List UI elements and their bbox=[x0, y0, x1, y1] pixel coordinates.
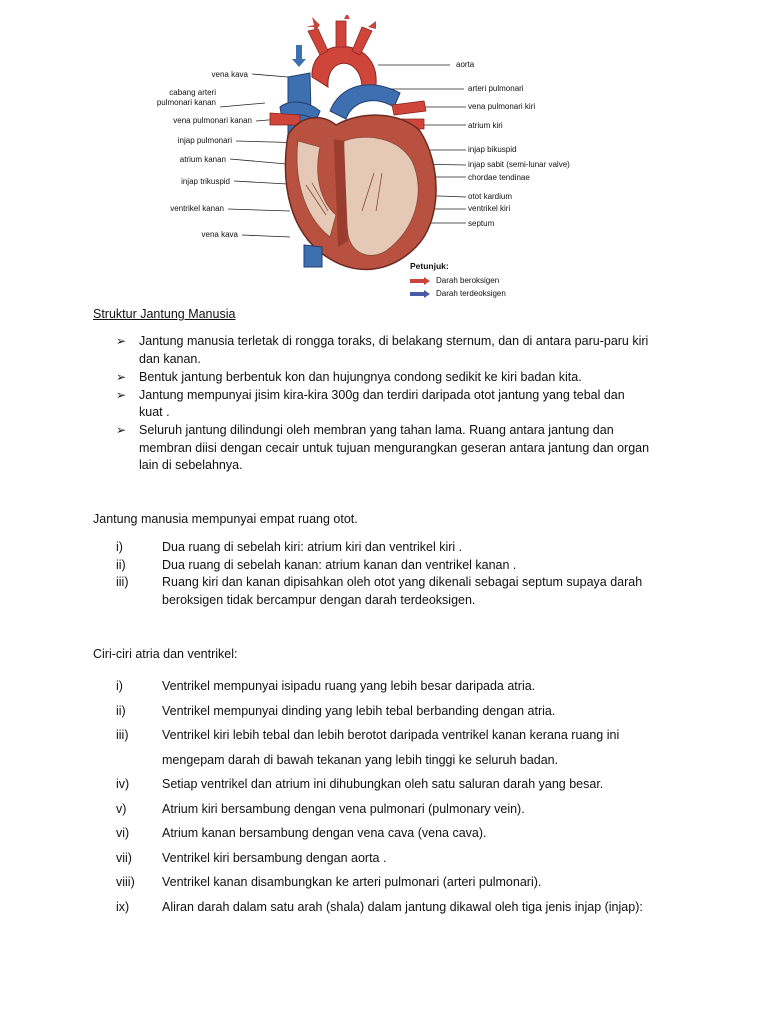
arrow-bullet-icon: ➢ bbox=[116, 369, 127, 384]
bullet-list bbox=[116, 333, 676, 475]
list-item: iii) Ventrikel kiri lebih tebal dan lebih berotot daripada ventrikel kanan kerana ruang ini mengepam darah di bawah tekanan yang lebih tinggi ke seluruh badan. bbox=[116, 728, 620, 767]
label-injap-trikuspid: injap trikuspid bbox=[181, 177, 230, 186]
label-injap-pulmonari: injap pulmonari bbox=[177, 136, 232, 145]
list-item: i) Ventrikel mempunyai isipadu ruang yang lebih besar daripada atria. bbox=[116, 679, 536, 693]
red-arrow-icon bbox=[410, 279, 426, 283]
numbered-list-ciri bbox=[116, 674, 676, 919]
list-item: ➢ Jantung manusia terletak di rongga toraks, di belakang sternum, dan di antara paru-paru kiri dan kanan. bbox=[116, 334, 649, 366]
label-pulmonari-kanan: pulmonari kanan bbox=[156, 98, 216, 107]
legend-item-oxygenated bbox=[410, 276, 499, 285]
section-title-struktur: Struktur Jantung Manusia bbox=[93, 307, 236, 321]
list-item: ii) Ventrikel mempunyai dinding yang lebih tebal berbanding dengan atria. bbox=[116, 703, 556, 718]
heart-diagram bbox=[130, 15, 570, 307]
label-cabang-arteri: cabang arteri bbox=[169, 88, 216, 97]
list-item: iii) Ruang kiri dan kanan dipisahkan oleh otot yang dikenali sebagai septum supaya darah beroksigen tidak bercampur dengan darah terdeoksigen. bbox=[116, 575, 643, 607]
list-item: i) Dua ruang di sebelah kiri: atrium kiri dan ventrikel kiri . bbox=[116, 540, 463, 554]
list-item: ➢ Jantung mempunyai jisim kira-kira 300g dan terdiri daripada otot jantung yang tebal dan kuat . bbox=[116, 387, 625, 419]
label-vena-pulmonari-kanan: vena pulmonari kanan bbox=[173, 116, 252, 125]
legend-label: Darah beroksigen bbox=[436, 276, 500, 285]
label-otot-kardium: otot kardium bbox=[468, 192, 513, 201]
section-title-ruang: Jantung manusia mempunyai empat ruang otot. bbox=[93, 512, 358, 526]
label-vena-kava-bottom: vena kava bbox=[201, 230, 238, 239]
label-chordae-tendinae: chordae tendinae bbox=[468, 173, 530, 182]
label-vena-kava-top: vena kava bbox=[211, 70, 248, 79]
legend-title: Petunjuk: bbox=[410, 261, 449, 271]
legend-item-deoxygenated bbox=[410, 289, 506, 298]
list-item: vi) Atrium kanan bersambung dengan vena cava (vena cava). bbox=[116, 826, 487, 840]
list-item: ➢ Bentuk jantung berbentuk kon dan hujungnya condong sedikit ke kiri badan kita. bbox=[116, 369, 676, 387]
label-injap-sabit: injap sabit (semi-lunar valve) bbox=[468, 160, 570, 169]
list-item: iv) Setiap ventrikel dan atrium ini dihubungkan oleh satu saluran darah yang besar. bbox=[116, 777, 604, 791]
label-ventrikel-kiri: ventrikel kiri bbox=[468, 204, 511, 213]
label-vena-pulmonari-kiri: vena pulmonari kiri bbox=[468, 102, 536, 111]
list-item: viii) Ventrikel kanan disambungkan ke arteri pulmonari (arteri pulmonari). bbox=[116, 875, 542, 889]
arrow-bullet-icon: ➢ bbox=[116, 423, 127, 437]
label-atrium-kanan: atrium kanan bbox=[179, 155, 226, 164]
section-title-ciri: Ciri-ciri atria dan ventrikel: bbox=[93, 647, 238, 661]
label-aorta: aorta bbox=[456, 60, 475, 69]
label-injap-bikuspid: injap bikuspid bbox=[468, 145, 517, 154]
arrow-bullet-icon: ➢ bbox=[116, 387, 127, 402]
label-atrium-kiri: atrium kiri bbox=[468, 121, 503, 130]
list-item: v) Atrium kiri bersambung dengan vena pulmonari (pulmonary vein). bbox=[116, 801, 525, 816]
list-item: vii) Ventrikel kiri bersambung dengan aorta . bbox=[116, 850, 387, 865]
label-arteri-pulmonari: arteri pulmonari bbox=[468, 84, 524, 93]
list-item: ➢ Seluruh jantung dilindungi oleh membran yang tahan lama. Ruang antara jantung dan membran diisi dengan cecair untuk tujuan mengurangkan geseran antara jantung dan organ lain di sebelahnya. bbox=[116, 423, 650, 472]
arrow-bullet-icon: ➢ bbox=[116, 334, 127, 348]
numbered-list-ruang bbox=[116, 539, 676, 609]
blue-arrow-icon bbox=[410, 292, 426, 296]
label-septum: septum bbox=[468, 219, 495, 228]
list-item: ii) Dua ruang di sebelah kanan: atrium kanan dan ventrikel kanan . bbox=[116, 557, 517, 572]
label-ventrikel-kanan: ventrikel kanan bbox=[170, 204, 224, 213]
list-item: ix) Aliran darah dalam satu arah (shala) dalam jantung dikawal oleh tiga jenis injap (injap): bbox=[116, 899, 643, 914]
legend-label: Darah terdeoksigen bbox=[436, 289, 506, 298]
